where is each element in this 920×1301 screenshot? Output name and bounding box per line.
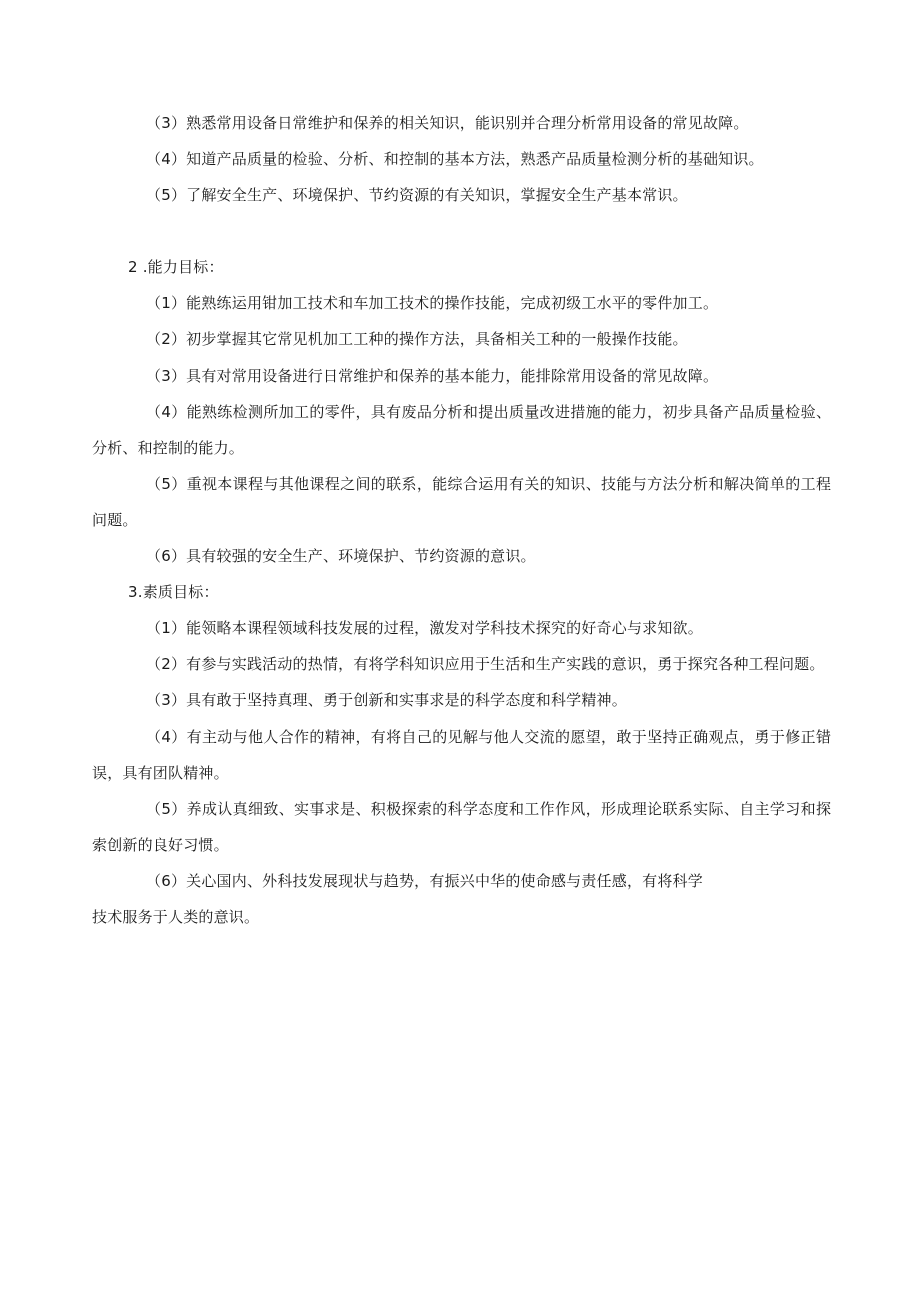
ability-item-3: （3）具有对常用设备进行日常维护和保养的基本能力，能排除常用设备的常见故障。 xyxy=(146,367,719,385)
ability-heading: 2 .能力目标： xyxy=(128,258,224,276)
knowledge-item-4: （4）知道产品质量的检验、分析、和控制的基本方法，熟悉产品质量检测分析的基础知识。 xyxy=(146,150,764,168)
ability-item-2: （2）初步掌握其它常见机加工工种的操作方法，具备相关工种的一般操作技能。 xyxy=(146,330,688,348)
quality-item-6-line-2: 技术服务于人类的意识。 xyxy=(92,908,260,926)
ability-item-5-line-1: （5）重视本课程与其他课程之间的联系，能综合运用有关的知识、技能与方法分析和解决简单的工程 xyxy=(146,475,832,493)
ability-item-4-line-2: 分析、和控制的能力。 xyxy=(92,439,245,457)
quality-item-4-line-2: 误，具有团队精神。 xyxy=(92,764,229,782)
ability-item-6: （6）具有较强的安全生产、环境保护、节约资源的意识。 xyxy=(146,547,536,565)
quality-item-5-line-2: 索创新的良好习惯。 xyxy=(92,836,229,854)
ability-item-5-line-2: 问题。 xyxy=(92,511,138,529)
ability-item-1: （1）能熟练运用钳加工技术和车加工技术的操作技能，完成初级工水平的零件加工。 xyxy=(146,294,719,312)
quality-heading: 3.素质目标： xyxy=(128,583,219,601)
quality-item-3: （3）具有敢于坚持真理、勇于创新和实事求是的科学态度和科学精神。 xyxy=(146,691,627,709)
quality-item-4-line-1: （4）有主动与他人合作的精神，有将自己的见解与他人交流的愿望，敢于坚持正确观点，勇于修正错 xyxy=(146,728,832,746)
knowledge-item-5: （5）了解安全生产、环境保护、节约资源的有关知识，掌握安全生产基本常识。 xyxy=(146,186,688,204)
quality-item-5-line-1: （5）养成认真细致、实事求是、积极探索的科学态度和工作作风，形成理论联系实际、自主学习和探 xyxy=(146,800,832,818)
quality-item-6-line-1: （6）关心国内、外科技发展现状与趋势，有振兴中华的使命感与责任感，有将科学 xyxy=(146,872,703,890)
quality-item-2: （2）有参与实践活动的热情，有将学科知识应用于生活和生产实践的意识，勇于探究各种工程问题。 xyxy=(146,655,825,673)
ability-item-4-line-1: （4）能熟练检测所加工的零件，具有废品分析和提出质量改进措施的能力，初步具备产品质量检验、 xyxy=(146,403,832,421)
knowledge-item-3: （3）熟悉常用设备日常维护和保养的相关知识，能识别并合理分析常用设备的常见故障。 xyxy=(146,114,749,132)
quality-item-1: （1）能领略本课程领域科技发展的过程，激发对学科技术探究的好奇心与求知欲。 xyxy=(146,619,703,637)
